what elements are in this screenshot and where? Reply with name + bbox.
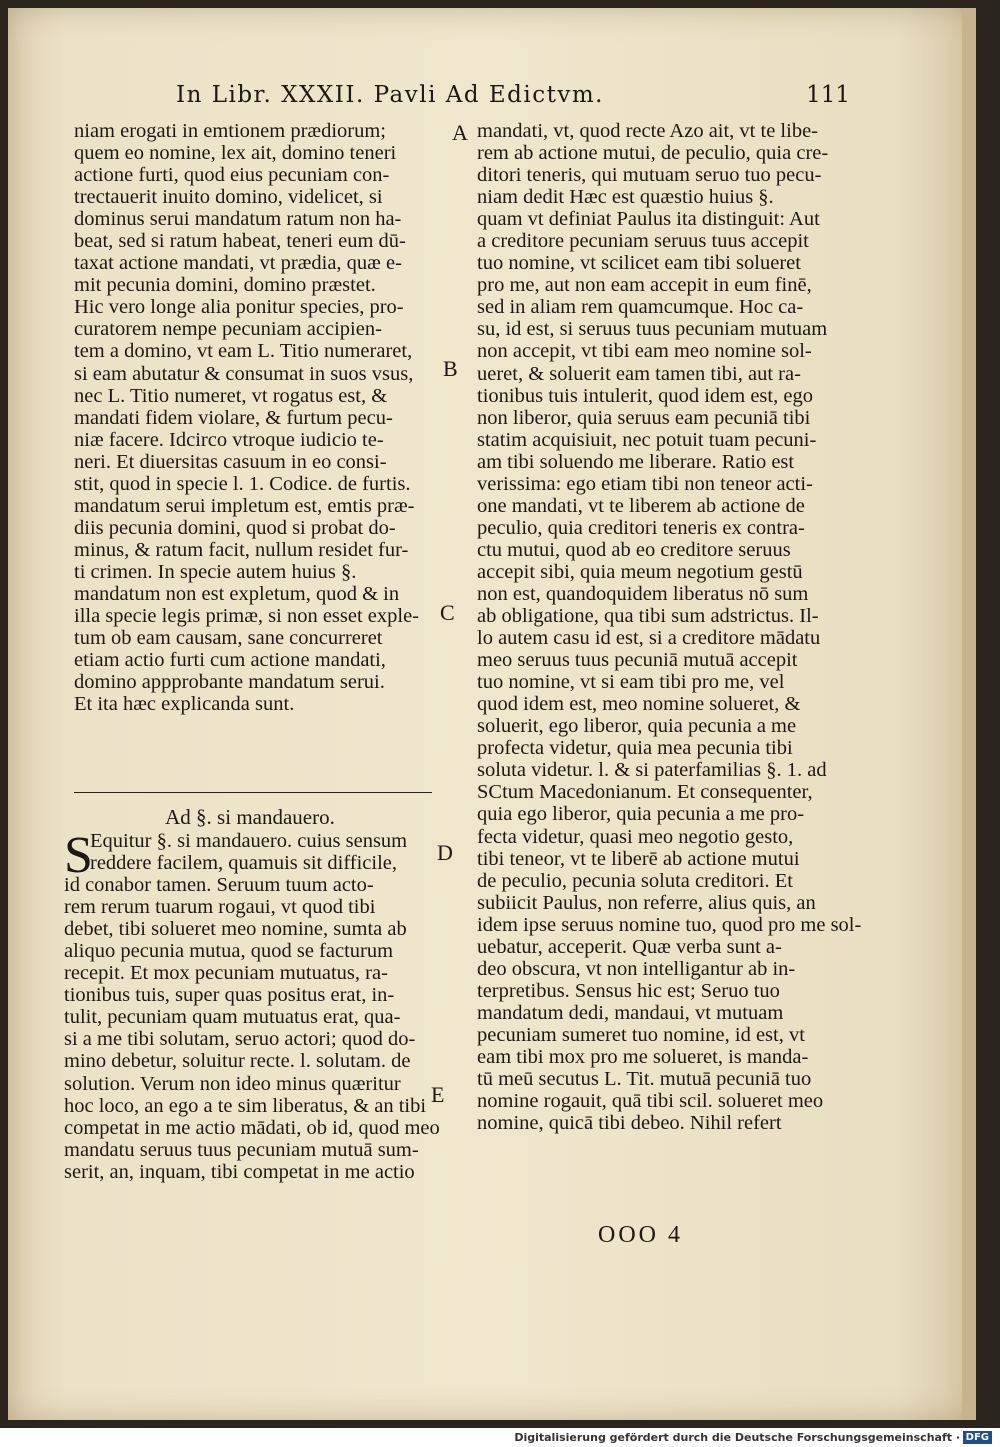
- text-line: trectauerit inuito domino, videlicet, si: [74, 186, 383, 209]
- text-line: si a me tibi solutam, seruo actori; quod do-: [64, 1028, 416, 1051]
- left-column: [74, 120, 436, 715]
- text-line: quam vt definiat Paulus ita distinguit: Aut: [477, 208, 820, 231]
- text-line: accepit sibi, quia meum negotium gestū: [477, 560, 803, 583]
- text-line: idem ipse seruus nomine tuo, quod pro me sol-: [477, 913, 862, 936]
- text-line: soluta videtur. l. & si paterfamilias §. 1. ad: [477, 759, 827, 782]
- section-title: Ad §. si mandauero.: [165, 805, 335, 829]
- text-line: solution. Verum non ideo minus quæritur: [64, 1072, 401, 1095]
- text-line: dominus serui mandatum ratum non ha-: [74, 208, 402, 231]
- text-line: ab obligatione, qua tibi sum adstrictus. Il-: [477, 605, 819, 628]
- text-line: mandatu seruus tuus pecuniam mutuā sum-: [64, 1138, 419, 1161]
- folio-number: 111: [806, 82, 850, 108]
- text-line: debet, tibi solueret meo nomine, sumta ab: [64, 918, 407, 941]
- text-line: hoc loco, an ego a te sim liberatus, & an tibi: [64, 1094, 427, 1117]
- text-line: Et ita hæc explicanda sunt.: [74, 693, 295, 716]
- text-line: non accepit, vt tibi eam meo nomine sol-: [477, 340, 812, 363]
- text-line: aliquo pecunia mutua, quod se facturum: [64, 940, 394, 963]
- text-line: non est, quandoquidem liberatus nō sum: [477, 582, 809, 605]
- funding-note: Digitalisierung gefördert durch die Deutsche Forschungsgemeinschaft ·: [514, 1431, 960, 1444]
- page-edge: [962, 8, 976, 1420]
- text-line: actione furti, quod eius pecuniam con-: [74, 164, 390, 187]
- text-line: illa specie legis primæ, si non esset exple-: [74, 605, 420, 628]
- text-line: rem rerum tuarum rogaui, vt quod tibi: [64, 896, 376, 919]
- text-line: recepit. Et mox pecuniam mutuatus, ra-: [64, 962, 388, 985]
- text-line: ti crimen. In specie autem huius §.: [74, 560, 357, 583]
- text-line: statim acquisiuit, nec potuit tuam pecuni-: [477, 428, 817, 451]
- text-line: stit, quod in specie l. 1. Codice. de furtis.: [74, 472, 411, 495]
- signature-mark: OOO 4: [598, 1222, 683, 1248]
- text-line: tionibus tuis intulerit, quod idem est, ego: [477, 384, 813, 407]
- text-line: soluerit, ego liberor, quia pecunia a me: [477, 715, 797, 738]
- text-line: peculio, quia creditori teneris ex contra-: [477, 516, 805, 539]
- text-line: tionibus tuis, super quas positus erat, in-: [64, 984, 395, 1007]
- margin-letter-d: D: [437, 840, 453, 865]
- text-line: eam tibi mox pro me solueret, is manda-: [477, 1045, 809, 1068]
- text-line: taxat actione mandati, vt prædia, quæ e-: [74, 252, 402, 275]
- text-line: nec L. Titio numeret, vt rogatus est, &: [74, 384, 388, 407]
- text-line: tuo nomine, vt si eam tibi pro me, vel: [477, 671, 785, 694]
- text-line: deo obscura, vt non intelligantur ab in-: [477, 957, 796, 980]
- text-line: niæ facere. Idcirco vtroque iudicio te-: [74, 428, 384, 451]
- text-line: su, id est, si seruus tuus pecuniam mutuam: [477, 318, 828, 341]
- text-line: non liberor, quia seruus eam pecuniā tibi: [477, 406, 811, 429]
- text-line: de peculio, pecunia soluta creditori. Et: [477, 869, 793, 892]
- text-line: tulit, pecuniam quam mutuatus erat, qua-: [64, 1006, 401, 1029]
- text-line: etiam actio furti cum actione mandati,: [74, 649, 386, 672]
- text-line: mandati fidem violare, & furtum pecu-: [74, 406, 393, 429]
- text-line: competat in me actio mādati, ob id, quod meo: [64, 1116, 440, 1139]
- margin-letter-c: C: [440, 600, 455, 625]
- text-line: mino debetur, soluitur recte. l. solutam. de: [64, 1050, 411, 1073]
- text-line: nomine, quicā tibi debeo. Nihil refert: [477, 1112, 782, 1135]
- text-line: beat, sed si ratum habeat, teneri eum dū-: [74, 230, 406, 253]
- text-line: niam erogati in emtionem prædiorum;: [74, 120, 386, 142]
- text-line: lo autem casu id est, si a creditore mādatu: [477, 627, 821, 650]
- text-line: tuo nomine, vt scilicet eam tibi solueret: [477, 252, 801, 275]
- text-line: a creditore pecuniam seruus tuus accepit: [477, 230, 809, 253]
- text-line: profecta videtur, quia mea pecunia tibi: [477, 737, 793, 760]
- text-line: serit, an, inquam, tibi competat in me actio: [64, 1160, 415, 1183]
- text-line: sed in aliam rem quamcumque. Hoc ca-: [477, 296, 804, 319]
- text-line: pro me, aut non eam accepit in eum finē,: [477, 274, 812, 297]
- text-line: one mandati, vt te liberem ab actione de: [477, 494, 805, 517]
- text-line: verissima: ego etiam tibi non teneor acti-: [477, 472, 813, 495]
- text-line: Hic vero longe alia ponitur species, pro-: [74, 296, 404, 319]
- text-line: SCtum Macedonianum. Et consequenter,: [477, 781, 813, 804]
- text-line: Equitur §. si mandauero. cuius sensum: [90, 830, 408, 852]
- text-line: reddere facilem, quamuis sit difficile,: [90, 852, 398, 875]
- text-line: minus, & ratum facit, nullum residet fur-: [74, 538, 409, 561]
- text-line: nomine rogauit, quā tibi scil. solueret meo: [477, 1090, 824, 1113]
- margin-letter-b: B: [443, 356, 458, 381]
- left-column-lower: [64, 827, 440, 1183]
- page-header: [160, 82, 850, 116]
- running-head: In Libr. XXXII. Pavli Ad Edictvm.: [176, 82, 604, 108]
- text-line: am tibi soluendo me liberare. Ratio est: [477, 450, 795, 473]
- text-line: ueret, & soluerit eam tamen tibi, aut ra-: [477, 362, 801, 385]
- text-line: si eam abutatur & consumat in suos vsus,: [74, 362, 414, 385]
- text-line: quem eo nomine, lex ait, domino teneri: [74, 142, 397, 165]
- text-line: ctu mutui, quod ab eo creditore seruus: [477, 538, 791, 561]
- text-line: terpretibus. Sensus hic est; Seruo tuo: [477, 979, 780, 1002]
- text-line: ditori teneris, qui mutuam seruo tuo pecu-: [477, 164, 822, 187]
- text-line: quod idem est, meo nomine solueret, &: [477, 693, 801, 716]
- text-line: mandati, vt, quod recte Azo ait, vt te libe-: [477, 120, 818, 142]
- text-line: tibi teneor, vt te liberē ab actione mutui: [477, 847, 800, 870]
- text-line: quia ego liberor, quia pecunia a me pro-: [477, 803, 805, 826]
- text-line: rem ab actione mutui, de peculio, quia cre-: [477, 142, 829, 165]
- section-rule: [74, 792, 432, 793]
- text-line: curatorem nempe pecuniam accipien-: [74, 318, 382, 341]
- text-line: fecta videtur, quasi meo negotio gesto,: [477, 825, 794, 848]
- text-line: mandatum non est expletum, quod & in: [74, 582, 400, 605]
- dfg-logo-icon: DFG: [963, 1431, 992, 1444]
- text-line: mandatum serui impletum est, emtis præ-: [74, 494, 415, 517]
- text-line: meo seruus tuus pecuniā mutuā accepit: [477, 649, 798, 672]
- text-line: mit pecunia domini, domino præstet.: [74, 274, 376, 297]
- drop-cap: S: [64, 827, 93, 884]
- text-line: uebatur, acceperit. Quæ verba sunt a-: [477, 935, 782, 958]
- text-line: neri. Et diuersitas casuum in eo consi-: [74, 450, 387, 473]
- text-line: domino appprobante mandatum serui.: [74, 671, 385, 694]
- right-column: [477, 120, 862, 1135]
- text-line: mandatum dedi, mandaui, vt mutuam: [477, 1001, 784, 1024]
- text-line: niam dedit Hæc est quæstio huius §.: [477, 186, 774, 209]
- text-line: tū meū secutus L. Tit. mutuā pecuniā tuo: [477, 1068, 812, 1091]
- margin-letter-e: E: [431, 1082, 445, 1107]
- text-line: tum ob eam causam, sane concurreret: [74, 627, 383, 650]
- margin-letter-a: A: [452, 120, 468, 145]
- text-line: pecuniam sumeret tuo nomine, id est, vt: [477, 1023, 805, 1046]
- text-line: tem a domino, vt eam L. Titio numeraret,: [74, 340, 413, 363]
- text-line: subiicit Paulus, non referre, alius quis, an: [477, 891, 816, 914]
- text-line: diis pecunia domini, quod si probat do-: [74, 516, 396, 539]
- text-line: id conabor tamen. Seruum tuum acto-: [64, 874, 374, 897]
